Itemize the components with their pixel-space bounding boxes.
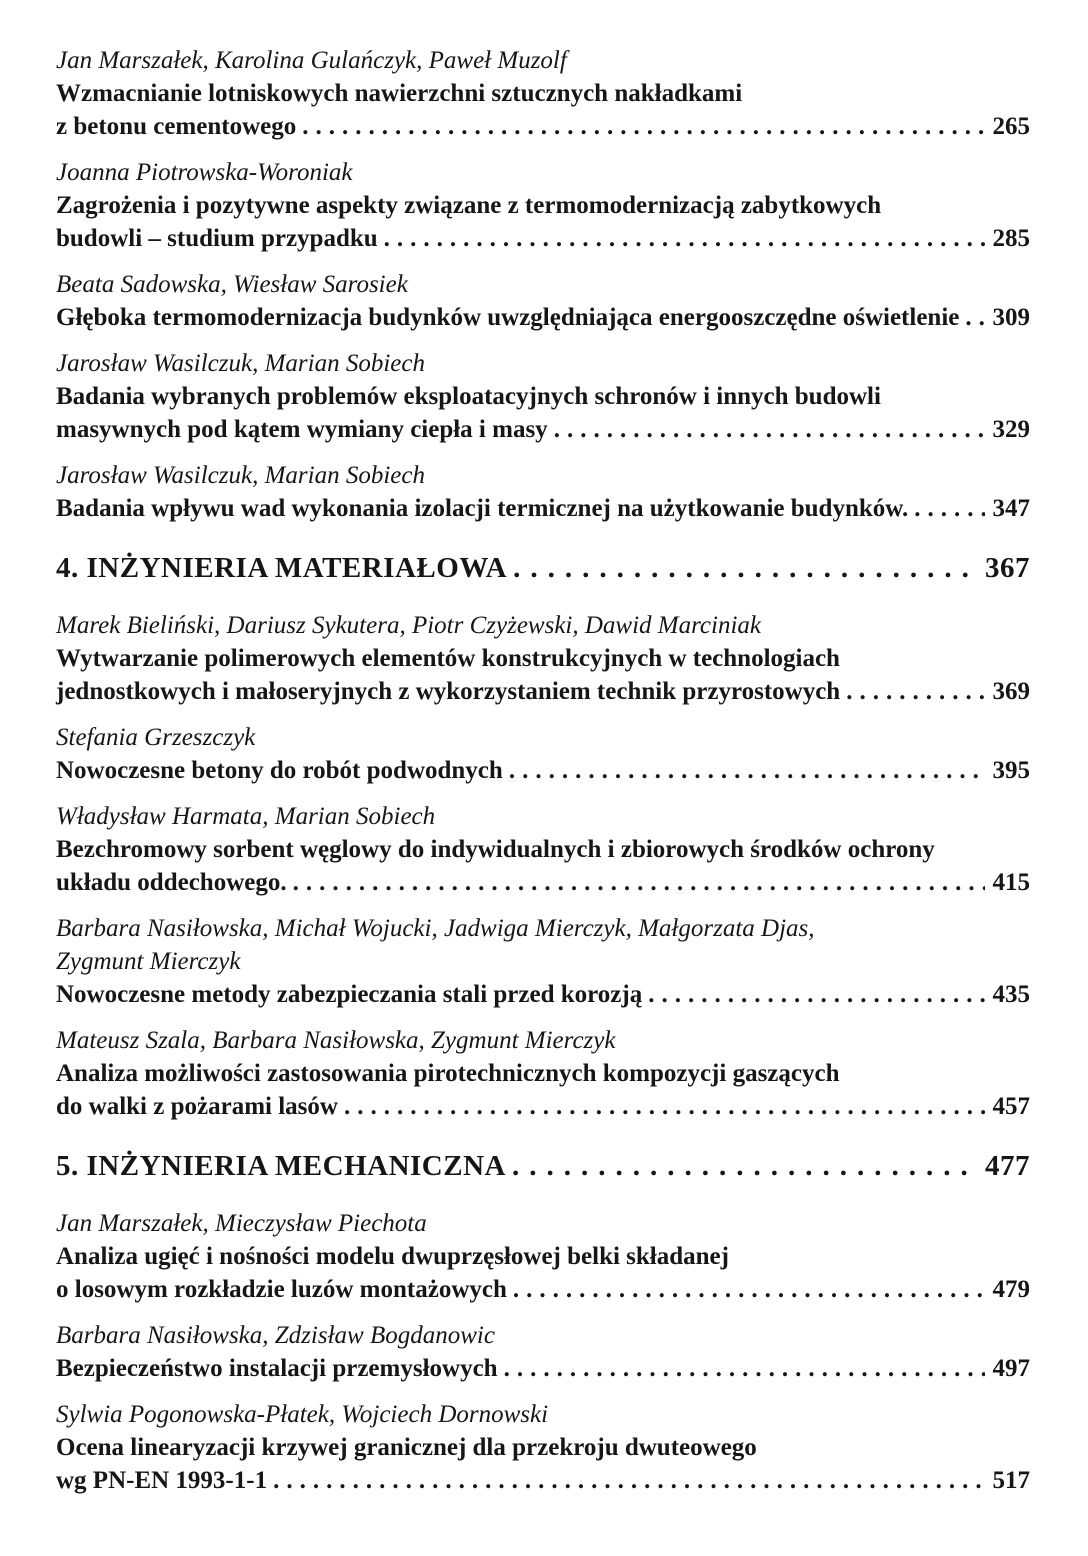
- page-number: 479: [992, 1276, 1030, 1303]
- entry-title-text: Nowoczesne metody zabezpieczania stali przed korozją: [56, 981, 643, 1008]
- entry-title-line: [56, 380, 1030, 413]
- dot-leader: [513, 1273, 985, 1306]
- toc-entry: [56, 459, 1030, 525]
- entry-authors: Jarosław Wasilczuk, Marian Sobiech: [56, 462, 425, 489]
- entry-title-text: układu oddechowego.: [56, 869, 287, 896]
- dot-leader: [504, 1352, 985, 1385]
- dot-leader: [846, 675, 984, 708]
- toc-entry: [56, 721, 1030, 787]
- toc-list: [56, 44, 1030, 1497]
- entry-title-text: Badania wybranych problemów eksploatacyjnych schronów i innych budowli: [56, 383, 881, 410]
- section-heading: [56, 538, 1030, 596]
- entry-title-text: Badania wpływu wad wykonania izolacji termicznej na użytkowanie budynków.: [56, 495, 909, 522]
- entry-title-line: [56, 754, 1030, 787]
- entry-title-text: do walki z pożarami lasów: [56, 1093, 338, 1120]
- toc-entry: [56, 44, 1030, 143]
- entry-title-line: [56, 1464, 1030, 1497]
- page-number: 329: [992, 416, 1030, 443]
- entry-title-text: jednostkowych i małoseryjnych z wykorzystaniem technik przyrostowych: [56, 678, 841, 705]
- entry-title-text: Nowoczesne betony do robót podwodnych: [56, 757, 503, 784]
- dot-leader: [344, 1090, 985, 1123]
- dot-leader: [512, 1146, 973, 1186]
- entry-title-text: Bezchromowy sorbent węglowy do indywidualnych i zbiorowych środków ochrony: [56, 836, 935, 863]
- entry-title-text: Zagrożenia i pozytywne aspekty związane z termomodernizacją zabytkowych: [56, 192, 882, 219]
- entry-title-line: [56, 77, 1030, 110]
- entry-title-text: Wytwarzanie polimerowych elementów konstrukcyjnych w technologiach: [56, 645, 840, 672]
- entry-authors: Władysław Harmata, Marian Sobiech: [56, 803, 436, 830]
- entry-title-line: [56, 833, 1030, 866]
- entry-title-line: [56, 1240, 1030, 1273]
- entry-authors: Joanna Piotrowska-Woroniak: [56, 159, 353, 186]
- page-number: 285: [992, 225, 1030, 252]
- entry-title-line: [56, 866, 1030, 899]
- section-label: 5. INŻYNIERIA MECHANICZNA: [56, 1150, 506, 1182]
- toc-entry: [56, 800, 1030, 899]
- entry-authors: Marek Bieliński, Dariusz Sykutera, Piotr Czyżewski, Dawid Marciniak: [56, 612, 761, 639]
- page-number: 435: [992, 981, 1030, 1008]
- toc-entry: [56, 609, 1030, 708]
- page-number: 347: [992, 495, 1030, 522]
- entry-title-text: wg PN-EN 1993-1-1: [56, 1467, 268, 1494]
- entry-title-line: [56, 413, 1030, 446]
- entry-authors: Jan Marszałek, Karolina Gulańczyk, Paweł Muzolf: [56, 47, 567, 74]
- entry-title-line: [56, 222, 1030, 255]
- entry-authors: Mateusz Szala, Barbara Nasiłowska, Zygmunt Mierczyk: [56, 1027, 616, 1054]
- toc-entry: [56, 268, 1030, 334]
- page-number: 497: [992, 1355, 1030, 1382]
- entry-authors: Barbara Nasiłowska, Zdzisław Bogdanowic: [56, 1322, 495, 1349]
- dot-leader: [509, 754, 985, 787]
- toc-entry: [56, 1024, 1030, 1123]
- toc-entry: [56, 912, 1030, 1011]
- entry-title-text: Wzmacnianie lotniskowych nawierzchni sztucznych nakładkami: [56, 80, 743, 107]
- entry-title-line: [56, 1090, 1030, 1123]
- dot-leader: [513, 548, 973, 588]
- page-number: 517: [992, 1467, 1030, 1494]
- entry-title-line: [56, 492, 1030, 525]
- entry-title-line: [56, 1431, 1030, 1464]
- entry-authors: Barbara Nasiłowska, Michał Wojucki, Jadwiga Mierczyk, Małgorzata Djas,: [56, 915, 815, 942]
- entry-title-line: [56, 301, 1030, 334]
- dot-leader: [293, 866, 985, 899]
- entry-title-line: [56, 1352, 1030, 1385]
- dot-leader: [965, 301, 984, 334]
- section-heading: [56, 1136, 1030, 1194]
- page-number: 477: [985, 1150, 1030, 1182]
- dot-leader: [273, 1464, 984, 1497]
- entry-authors: Jarosław Wasilczuk, Marian Sobiech: [56, 350, 425, 377]
- entry-title-line: [56, 642, 1030, 675]
- entry-title-text: Analiza możliwości zastosowania pirotechnicznych kompozycji gaszących: [56, 1060, 840, 1087]
- toc-entry: [56, 1207, 1030, 1306]
- dot-leader: [554, 413, 985, 446]
- entry-authors: Stefania Grzeszczyk: [56, 724, 256, 751]
- page-number: 265: [992, 113, 1030, 140]
- entry-authors: Zygmunt Mierczyk: [56, 948, 241, 975]
- page-number: 367: [985, 552, 1030, 584]
- toc-entry: [56, 156, 1030, 255]
- dot-leader: [648, 978, 984, 1011]
- page-number: 309: [992, 304, 1030, 331]
- toc-entry: [56, 1319, 1030, 1385]
- page-number: 369: [992, 678, 1030, 705]
- page-number: 395: [992, 757, 1030, 784]
- entry-title-line: [56, 1057, 1030, 1090]
- toc-entry: [56, 1398, 1030, 1497]
- entry-title-text: budowli – studium przypadku: [56, 225, 378, 252]
- entry-authors: Sylwia Pogonowska-Płatek, Wojciech Dornowski: [56, 1401, 549, 1428]
- entry-title-text: Analiza ugięć i nośności modelu dwuprzęsłowej belki składanej: [56, 1243, 729, 1270]
- entry-title-text: Głęboka termomodernizacja budynków uwzględniająca energooszczędne oświetlenie: [56, 304, 960, 331]
- dot-leader: [384, 222, 985, 255]
- dot-leader: [302, 110, 984, 143]
- entry-title-line: [56, 110, 1030, 143]
- entry-authors: Jan Marszałek, Mieczysław Piechota: [56, 1210, 427, 1237]
- toc-entry: [56, 347, 1030, 446]
- entry-title-line: [56, 675, 1030, 708]
- section-label: 4. INŻYNIERIA MATERIAŁOWA: [56, 552, 508, 584]
- page-number: 415: [992, 869, 1030, 896]
- entry-title-text: z betonu cementowego: [56, 113, 297, 140]
- entry-authors: Beata Sadowska, Wiesław Sarosiek: [56, 271, 408, 298]
- entry-title-line: [56, 978, 1030, 1011]
- entry-title-text: Bezpieczeństwo instalacji przemysłowych: [56, 1355, 498, 1382]
- entry-title-line: [56, 1273, 1030, 1306]
- entry-title-text: o losowym rozkładzie luzów montażowych: [56, 1276, 507, 1303]
- dot-leader: [914, 492, 984, 525]
- entry-title-text: masywnych pod kątem wymiany ciepła i masy: [56, 416, 548, 443]
- page-number: 457: [992, 1093, 1030, 1120]
- entry-title-text: Ocena linearyzacji krzywej granicznej dla przekroju dwuteowego: [56, 1434, 757, 1461]
- entry-title-line: [56, 189, 1030, 222]
